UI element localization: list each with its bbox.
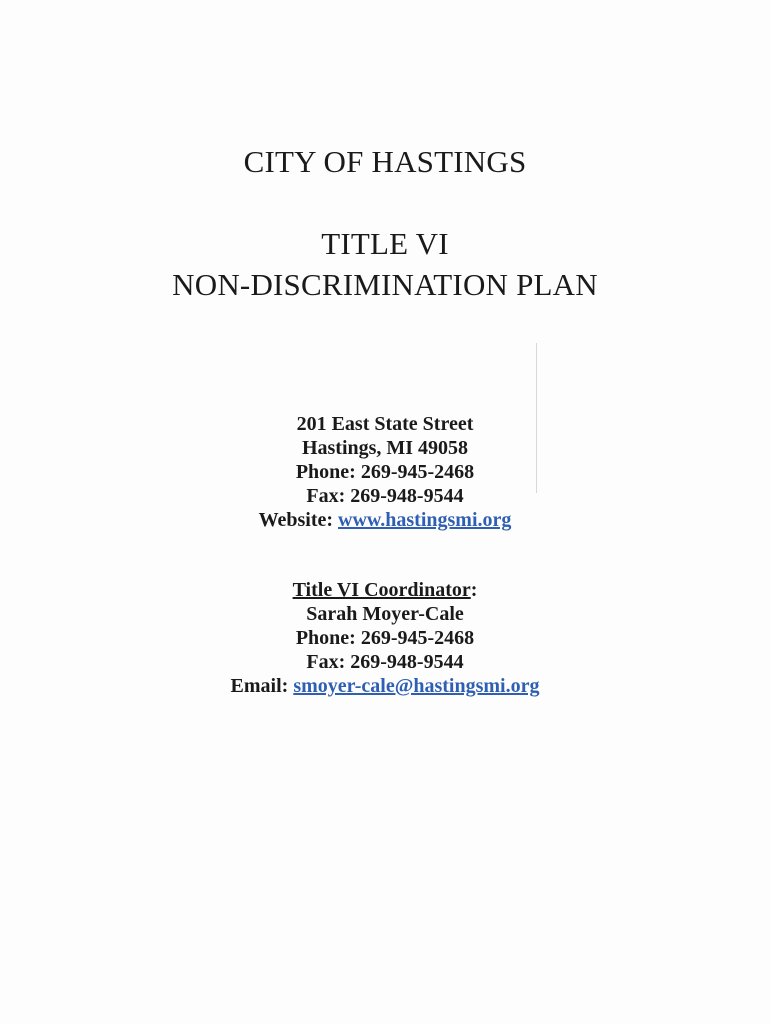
coordinator-heading: Title VI Coordinator (292, 579, 471, 601)
coordinator-fax: Fax: 269-948-9544 (306, 651, 464, 673)
coordinator-name: Sarah Moyer-Cale (306, 603, 464, 625)
office-phone: Phone: 269-945-2468 (295, 461, 475, 483)
coordinator-heading-line (0, 578, 770, 602)
address-block (0, 412, 770, 532)
plan-title-line1: TITLE VI (321, 226, 449, 261)
coordinator-block (0, 578, 770, 698)
email-link[interactable]: smoyer-cale@hastingsmi.org (293, 675, 540, 697)
email-label: Email: (230, 675, 289, 697)
website-line (0, 508, 770, 532)
email-line (0, 674, 770, 698)
city-state-zip: Hastings, MI 49058 (301, 437, 469, 459)
coordinator-heading-colon: : (470, 579, 478, 601)
website-link[interactable]: www.hastingsmi.org (338, 509, 512, 531)
coordinator-phone: Phone: 269-945-2468 (295, 627, 475, 649)
plan-title-line2: NON-DISCRIMINATION PLAN (172, 267, 598, 302)
website-label: Website: (258, 509, 334, 531)
org-title: CITY OF HASTINGS (243, 144, 527, 179)
office-fax: Fax: 269-948-9544 (306, 485, 464, 507)
street-address: 201 East State Street (296, 413, 474, 435)
